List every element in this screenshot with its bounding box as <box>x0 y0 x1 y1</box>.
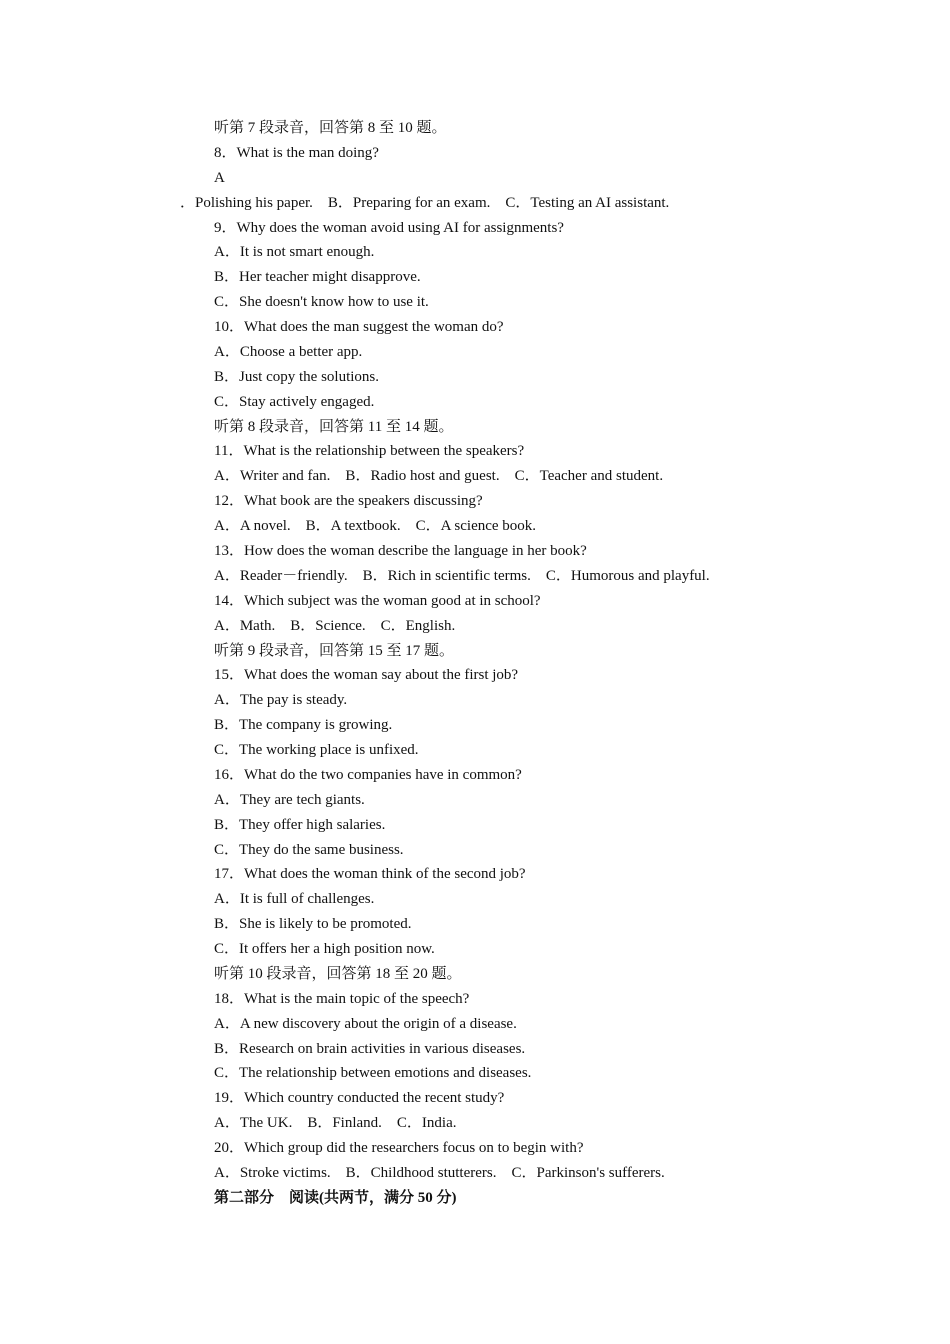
text-line: ．Polishing his paper. B．Preparing for an exam. C．Testing an AI assistant. <box>180 194 670 211</box>
text-line: C．They do the same business. <box>214 841 404 858</box>
text-line: 9．Why does the woman avoid using AI for assignments? <box>214 219 564 236</box>
text-line: B．Just copy the solutions. <box>214 368 380 385</box>
text-line: C．Stay actively engaged. <box>214 393 375 410</box>
text-line: A．Math. B．Science. C．English. <box>214 617 456 634</box>
text-line: A．The pay is steady. <box>214 692 348 709</box>
text-line: 14．Which subject was the woman good at in school? <box>214 592 541 609</box>
text-line: B．She is likely to be promoted. <box>214 916 412 933</box>
text-line: B．Research on brain activities in various diseases. <box>214 1040 526 1057</box>
text-line: A．It is not smart enough. <box>214 244 375 261</box>
text-line: A．Reader－friendly. B．Rich in scientific terms. C．Humorous and playful. <box>214 567 710 584</box>
text-line: C．The working place is unfixed. <box>214 742 419 758</box>
text-line: A．Stroke victims. B．Childhood stutterers. C．Parkinson's sufferers. <box>214 1165 665 1181</box>
text-line: 听第 8 段录音，回答第 11 至 14 题。 <box>214 418 454 435</box>
text-line: C．It offers her a high position now. <box>214 941 435 957</box>
text-line: A．Writer and fan. B．Radio host and guest. C．Teacher and student. <box>214 468 664 485</box>
text-line: 17．What does the woman think of the second job? <box>214 866 526 883</box>
text-line: A．A new discovery about the origin of a disease. <box>214 1015 517 1032</box>
text-line: 听第 10 段录音，回答第 18 至 20 题。 <box>214 965 462 982</box>
section-heading: 第二部分 阅读(共两节，满分 50 分) <box>214 1189 457 1206</box>
text-line: 18．What is the main topic of the speech? <box>214 990 470 1007</box>
text-line: 11．What is the relationship between the speakers? <box>214 443 525 460</box>
text-line: 10．What does the man suggest the woman do? <box>214 319 504 335</box>
text-line: A．A novel. B．A textbook. C．A science book. <box>214 518 537 535</box>
text-line: A．The UK. B．Finland. C．India. <box>214 1115 457 1132</box>
text-line: 16．What do the two companies have in common? <box>214 766 522 783</box>
text-line: A <box>214 169 225 186</box>
text-line: B．Her teacher might disapprove. <box>214 269 421 286</box>
text-line: A．It is full of challenges. <box>214 891 375 908</box>
text-line: 19．Which country conducted the recent study? <box>214 1090 505 1107</box>
text-line: 12．What book are the speakers discussing? <box>214 493 483 510</box>
text-line: 15．What does the woman say about the first job? <box>214 667 519 684</box>
text-line: B．The company is growing. <box>214 717 393 734</box>
text-line: B．They offer high salaries. <box>214 816 386 833</box>
text-line: A．They are tech giants. <box>214 791 365 808</box>
text-line: 8．What is the man doing? <box>214 144 379 161</box>
text-line: 20．Which group did the researchers focus on to begin with? <box>214 1140 584 1157</box>
text-line: 13．How does the woman describe the language in her book? <box>214 543 587 559</box>
text-line: 听第 7 段录音，回答第 8 至 10 题。 <box>214 120 447 136</box>
text-line: A．Choose a better app. <box>214 343 363 360</box>
text-line: 听第 9 段录音，回答第 15 至 17 题。 <box>214 642 455 659</box>
text-line: C．She doesn't know how to use it. <box>214 294 429 311</box>
text-line: C．The relationship between emotions and diseases. <box>214 1065 532 1082</box>
